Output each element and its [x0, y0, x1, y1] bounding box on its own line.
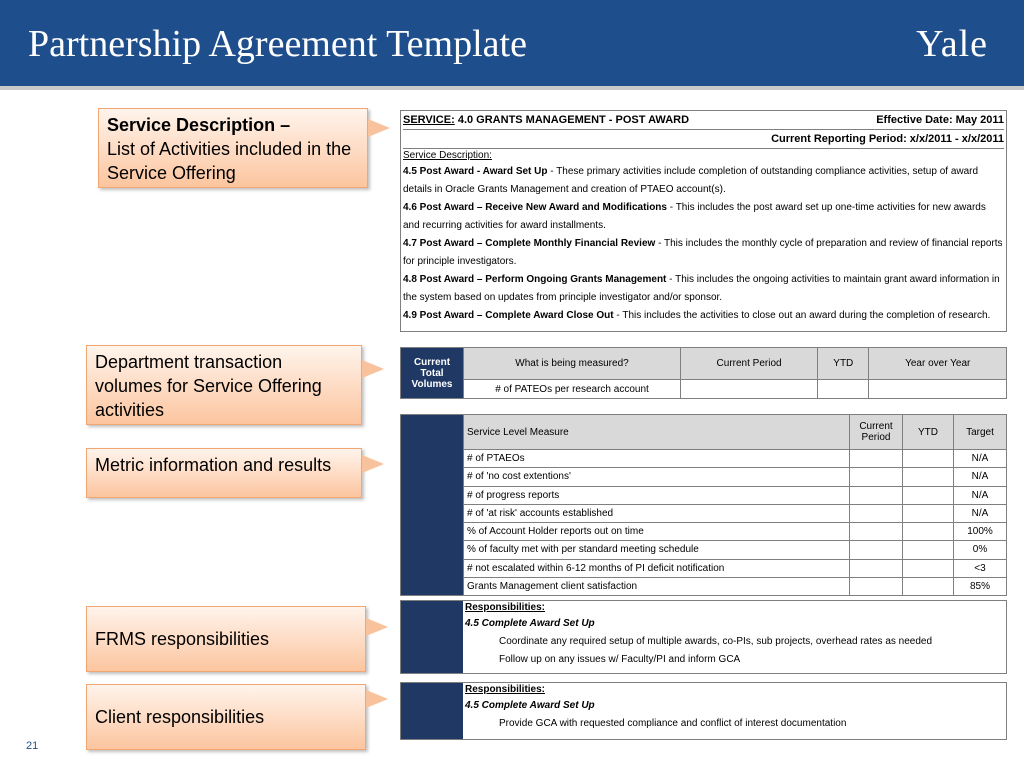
responsibilities-subheading: 4.5 Complete Award Set Up: [465, 700, 595, 711]
callout-service-description: [98, 108, 368, 188]
table-cell: [681, 380, 818, 399]
volumes-table: [400, 347, 1007, 399]
reporting-period: Current Reporting Period: x/x/2011 - x/x/2011: [771, 133, 1004, 145]
side-bar: [401, 601, 463, 673]
yale-logo: Yale: [916, 23, 988, 65]
metrics-table: [400, 414, 1007, 596]
slide-number: 21: [26, 740, 39, 752]
callout-text: List of Activities included in the Service Offering: [107, 139, 352, 183]
responsibility-line: Follow up on any issues w/ Faculty/PI and inform GCA: [499, 654, 741, 665]
responsibilities-heading: Responsibilities:: [465, 602, 546, 613]
callout-volumes: [86, 345, 362, 425]
responsibility-line: Provide GCA with requested compliance and conflict of interest documentation: [499, 718, 847, 729]
callout-arrow: [362, 455, 384, 473]
service-item: 4.6 Post Award – Receive New Award and Modifications - This includes the post award set up one-time activities for new awards and recurring activities for award installments.: [403, 202, 986, 231]
table-row: # of 'no cost extentions' N/A: [401, 468, 1007, 486]
service-name: SERVICE: 4.0 GRANTS MANAGEMENT - POST AWARD: [403, 114, 690, 126]
slide-title: Partnership Agreement Template: [28, 23, 527, 65]
callout-arrow: [368, 119, 390, 137]
responsibilities-subheading: 4.5 Complete Award Set Up: [465, 618, 595, 629]
service-item: 4.7 Post Award – Complete Monthly Financial Review - This includes the monthly cycle of preparation and review of financial reports for principle investigators.: [403, 238, 1003, 267]
table-row: # of 'at risk' accounts established N/A: [401, 504, 1007, 522]
service-description-panel: [400, 110, 1007, 332]
volumes-row-header: Current Total Volumes: [401, 348, 464, 399]
table-row: # of progress reports N/A: [401, 486, 1007, 504]
table-cell: [869, 380, 1007, 399]
table-row: # of PTAEOs N/A: [401, 450, 1007, 468]
table-row: % of faculty met with per standard meeting schedule 0%: [401, 541, 1007, 559]
service-item: 4.5 Post Award - Award Set Up - These primary activities include completion of outstanding compliance activities, setup of award details in Oracle Grants Management and creation of PTAEO account(s).: [403, 166, 979, 195]
column-header: Current Period: [850, 415, 903, 450]
column-header: Target: [954, 415, 1007, 450]
callout-metrics: [86, 448, 362, 498]
table-row: Grants Management client satisfaction 85%: [401, 577, 1007, 595]
table-cell: [818, 380, 869, 399]
column-header: YTD: [818, 348, 869, 380]
callout-client: [86, 684, 366, 750]
column-header: What is being measured?: [464, 348, 681, 380]
table-row: # not escalated within 6-12 months of PI deficit notification <3: [401, 559, 1007, 577]
callout-text: Department transaction volumes for Service Offering activities: [95, 352, 322, 420]
callout-text: Metric information and results: [95, 455, 332, 475]
callout-text: Client responsibilities: [95, 707, 265, 727]
table-cell: # of PATEOs per research account: [464, 380, 681, 399]
callout-arrow: [362, 360, 384, 378]
column-header: Service Level Measure: [464, 415, 850, 450]
column-header: Current Period: [681, 348, 818, 380]
metrics-side-bar: [401, 415, 464, 596]
responsibilities-heading: Responsibilities:: [465, 684, 546, 695]
service-item: 4.9 Post Award – Complete Award Close Out - This includes the activities to close out an award during the completion of research.: [403, 310, 991, 321]
service-item: 4.8 Post Award – Perform Ongoing Grants Management - This includes the ongoing activities to maintain grant award information in the system based on updates from principle investigator and/or sponsor.: [403, 274, 1000, 303]
callout-arrow: [366, 618, 388, 636]
callout-text: FRMS responsibilities: [95, 629, 270, 649]
service-description-label: Service Description:: [403, 150, 492, 161]
table-row: % of Account Holder reports out on time 100%: [401, 523, 1007, 541]
client-responsibilities-panel: [400, 682, 1007, 740]
column-header: YTD: [903, 415, 954, 450]
effective-date: Effective Date: May 2011: [876, 114, 1004, 126]
callout-frms: [86, 606, 366, 672]
header-divider: [0, 86, 1024, 90]
callout-heading: Service Description –: [107, 115, 291, 135]
responsibility-line: Coordinate any required setup of multiple awards, co-PIs, sub projects, overhead rates as needed: [499, 636, 933, 647]
column-header: Year over Year: [869, 348, 1007, 380]
frms-responsibilities-panel: [400, 600, 1007, 674]
callout-arrow: [366, 690, 388, 708]
side-bar: [401, 683, 463, 739]
